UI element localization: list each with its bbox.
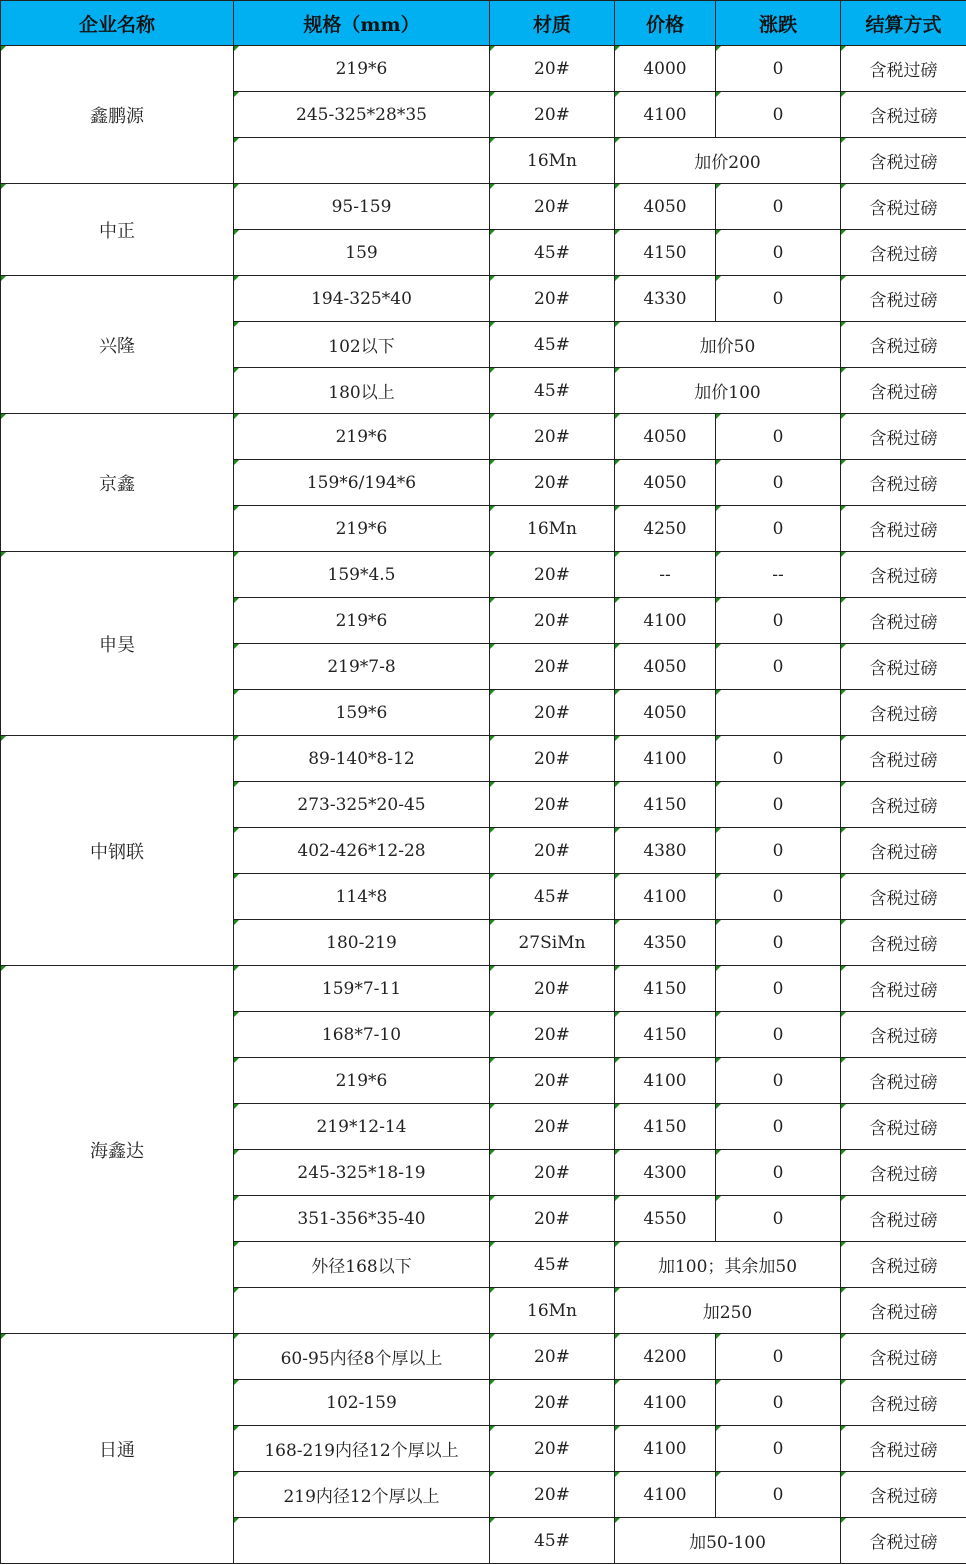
company-name: 申昊	[1, 552, 234, 736]
settlement-cell: 含税过磅	[841, 1518, 966, 1564]
spec-cell: 402-426*12-28	[234, 828, 490, 874]
company-name: 日通	[1, 1334, 234, 1564]
spec-cell: 180-219	[234, 920, 490, 966]
price-cell: 4330	[615, 276, 716, 322]
spec-cell	[234, 1288, 490, 1334]
table-row	[1, 1334, 966, 1380]
material-cell: 45#	[490, 1518, 615, 1564]
material-cell: 16Mn	[490, 506, 615, 552]
change-cell: 0	[716, 1472, 841, 1518]
settlement-cell: 含税过磅	[841, 1380, 966, 1426]
price-cell: 4150	[615, 230, 716, 276]
material-cell: 20#	[490, 184, 615, 230]
settlement-cell: 含税过磅	[841, 506, 966, 552]
spec-cell: 245-325*18-19	[234, 1150, 490, 1196]
settlement-cell: 含税过磅	[841, 460, 966, 506]
material-cell: 20#	[490, 644, 615, 690]
settlement-cell: 含税过磅	[841, 92, 966, 138]
spec-cell: 219内径12个厚以上	[234, 1472, 490, 1518]
company-name: 兴隆	[1, 276, 234, 414]
header-spec: 规格（mm）	[234, 1, 490, 46]
settlement-cell: 含税过磅	[841, 138, 966, 184]
settlement-cell: 含税过磅	[841, 874, 966, 920]
price-cell: 4100	[615, 1380, 716, 1426]
table-row	[1, 276, 966, 322]
settlement-cell: 含税过磅	[841, 276, 966, 322]
spec-cell: 168*7-10	[234, 1012, 490, 1058]
material-cell: 20#	[490, 276, 615, 322]
change-cell: 0	[716, 920, 841, 966]
settlement-cell: 含税过磅	[841, 368, 966, 414]
spec-cell: 219*12-14	[234, 1104, 490, 1150]
material-cell: 20#	[490, 1426, 615, 1472]
material-cell: 20#	[490, 1380, 615, 1426]
change-cell: 0	[716, 230, 841, 276]
price-cell: 4100	[615, 92, 716, 138]
spec-cell: 外径168以下	[234, 1242, 490, 1288]
price-cell: 4050	[615, 644, 716, 690]
price-cell: 4150	[615, 966, 716, 1012]
header-material: 材质	[490, 1, 615, 46]
change-cell: 0	[716, 966, 841, 1012]
settlement-cell: 含税过磅	[841, 736, 966, 782]
company-name: 鑫鹏源	[1, 46, 234, 184]
material-cell: 20#	[490, 414, 615, 460]
change-cell: 0	[716, 874, 841, 920]
table-row	[1, 736, 966, 782]
price-cell: --	[615, 552, 716, 598]
material-cell: 20#	[490, 966, 615, 1012]
spec-cell: 159	[234, 230, 490, 276]
material-cell: 45#	[490, 322, 615, 368]
spec-cell: 180以上	[234, 368, 490, 414]
change-cell	[716, 690, 841, 736]
spec-cell: 95-159	[234, 184, 490, 230]
price-cell: 4100	[615, 1472, 716, 1518]
settlement-cell: 含税过磅	[841, 828, 966, 874]
header-company: 企业名称	[1, 1, 234, 46]
change-cell: 0	[716, 1380, 841, 1426]
company-name: 海鑫达	[1, 966, 234, 1334]
header-settlement: 结算方式	[841, 1, 966, 46]
company-name: 中正	[1, 184, 234, 276]
price-cell: 4150	[615, 782, 716, 828]
material-cell: 20#	[490, 552, 615, 598]
spec-cell: 159*6	[234, 690, 490, 736]
change-cell: 0	[716, 276, 841, 322]
material-cell: 20#	[490, 1104, 615, 1150]
settlement-cell: 含税过磅	[841, 598, 966, 644]
price-cell: 4050	[615, 460, 716, 506]
settlement-cell: 含税过磅	[841, 414, 966, 460]
table-row	[1, 966, 966, 1012]
spec-cell	[234, 1518, 490, 1564]
price-cell: 4250	[615, 506, 716, 552]
spec-cell: 245-325*28*35	[234, 92, 490, 138]
header-price: 价格	[615, 1, 716, 46]
material-cell: 16Mn	[490, 138, 615, 184]
material-cell: 27SiMn	[490, 920, 615, 966]
price-note-cell: 加价200	[615, 138, 841, 184]
change-cell: 0	[716, 460, 841, 506]
settlement-cell: 含税过磅	[841, 1012, 966, 1058]
material-cell: 45#	[490, 368, 615, 414]
change-cell: 0	[716, 1426, 841, 1472]
settlement-cell: 含税过磅	[841, 1242, 966, 1288]
change-cell: 0	[716, 92, 841, 138]
settlement-cell: 含税过磅	[841, 322, 966, 368]
change-cell: 0	[716, 46, 841, 92]
price-cell: 4150	[615, 1104, 716, 1150]
spec-cell	[234, 138, 490, 184]
price-note-cell: 加价50	[615, 322, 841, 368]
material-cell: 45#	[490, 874, 615, 920]
change-cell: 0	[716, 1334, 841, 1380]
material-cell: 20#	[490, 1472, 615, 1518]
spec-cell: 168-219内径12个厚以上	[234, 1426, 490, 1472]
price-cell: 4050	[615, 414, 716, 460]
change-cell: 0	[716, 598, 841, 644]
material-cell: 20#	[490, 460, 615, 506]
settlement-cell: 含税过磅	[841, 690, 966, 736]
spec-cell: 102以下	[234, 322, 490, 368]
spec-cell: 219*6	[234, 414, 490, 460]
material-cell: 20#	[490, 92, 615, 138]
change-cell: 0	[716, 1150, 841, 1196]
settlement-cell: 含税过磅	[841, 230, 966, 276]
change-cell: 0	[716, 736, 841, 782]
price-cell: 4380	[615, 828, 716, 874]
spec-cell: 159*7-11	[234, 966, 490, 1012]
price-note-cell: 加价100	[615, 368, 841, 414]
table-row	[1, 46, 966, 92]
settlement-cell: 含税过磅	[841, 1426, 966, 1472]
material-cell: 20#	[490, 1058, 615, 1104]
settlement-cell: 含税过磅	[841, 552, 966, 598]
material-cell: 20#	[490, 736, 615, 782]
spec-cell: 219*6	[234, 598, 490, 644]
material-cell: 20#	[490, 598, 615, 644]
table-row	[1, 552, 966, 598]
settlement-cell: 含税过磅	[841, 644, 966, 690]
table-body	[1, 46, 966, 1564]
change-cell: 0	[716, 1012, 841, 1058]
material-cell: 20#	[490, 1150, 615, 1196]
price-cell: 4200	[615, 1334, 716, 1380]
settlement-cell: 含税过磅	[841, 1288, 966, 1334]
settlement-cell: 含税过磅	[841, 184, 966, 230]
price-cell: 4100	[615, 598, 716, 644]
spec-cell: 219*7-8	[234, 644, 490, 690]
settlement-cell: 含税过磅	[841, 1334, 966, 1380]
change-cell: 0	[716, 782, 841, 828]
material-cell: 20#	[490, 1196, 615, 1242]
spec-cell: 102-159	[234, 1380, 490, 1426]
material-cell: 16Mn	[490, 1288, 615, 1334]
header-change: 涨跌	[716, 1, 841, 46]
spec-cell: 194-325*40	[234, 276, 490, 322]
spec-cell: 159*6/194*6	[234, 460, 490, 506]
settlement-cell: 含税过磅	[841, 966, 966, 1012]
settlement-cell: 含税过磅	[841, 1150, 966, 1196]
settlement-cell: 含税过磅	[841, 782, 966, 828]
price-cell: 4150	[615, 1012, 716, 1058]
settlement-cell: 含税过磅	[841, 920, 966, 966]
change-cell: 0	[716, 506, 841, 552]
change-cell: 0	[716, 828, 841, 874]
table-row	[1, 184, 966, 230]
spec-cell: 89-140*8-12	[234, 736, 490, 782]
spec-cell: 273-325*20-45	[234, 782, 490, 828]
price-cell: 4300	[615, 1150, 716, 1196]
price-note-cell: 加250	[615, 1288, 841, 1334]
change-cell: 0	[716, 644, 841, 690]
material-cell: 45#	[490, 1242, 615, 1288]
company-name: 中钢联	[1, 736, 234, 966]
change-cell: 0	[716, 1104, 841, 1150]
settlement-cell: 含税过磅	[841, 46, 966, 92]
material-cell: 20#	[490, 46, 615, 92]
spec-cell: 219*6	[234, 1058, 490, 1104]
change-cell: 0	[716, 414, 841, 460]
price-cell: 4000	[615, 46, 716, 92]
company-name: 京鑫	[1, 414, 234, 552]
change-cell: 0	[716, 1196, 841, 1242]
change-cell: 0	[716, 1058, 841, 1104]
material-cell: 20#	[490, 690, 615, 736]
price-note-cell: 加100；其余加50	[615, 1242, 841, 1288]
material-cell: 20#	[490, 828, 615, 874]
settlement-cell: 含税过磅	[841, 1058, 966, 1104]
spec-cell: 114*8	[234, 874, 490, 920]
price-cell: 4100	[615, 1426, 716, 1472]
settlement-cell: 含税过磅	[841, 1472, 966, 1518]
price-note-cell: 加50-100	[615, 1518, 841, 1564]
settlement-cell: 含税过磅	[841, 1196, 966, 1242]
spec-cell: 219*6	[234, 506, 490, 552]
settlement-cell: 含税过磅	[841, 1104, 966, 1150]
change-cell: 0	[716, 184, 841, 230]
change-cell: --	[716, 552, 841, 598]
price-cell: 4100	[615, 736, 716, 782]
price-cell: 4100	[615, 874, 716, 920]
spec-cell: 159*4.5	[234, 552, 490, 598]
table-row	[1, 414, 966, 460]
spec-cell: 351-356*35-40	[234, 1196, 490, 1242]
price-cell: 4350	[615, 920, 716, 966]
material-cell: 45#	[490, 230, 615, 276]
spec-cell: 219*6	[234, 46, 490, 92]
price-cell: 4100	[615, 1058, 716, 1104]
material-cell: 20#	[490, 1012, 615, 1058]
price-cell: 4050	[615, 690, 716, 736]
material-cell: 20#	[490, 1334, 615, 1380]
material-cell: 20#	[490, 782, 615, 828]
price-cell: 4550	[615, 1196, 716, 1242]
price-cell: 4050	[615, 184, 716, 230]
header-row	[1, 1, 966, 46]
spec-cell: 60-95内径8个厚以上	[234, 1334, 490, 1380]
